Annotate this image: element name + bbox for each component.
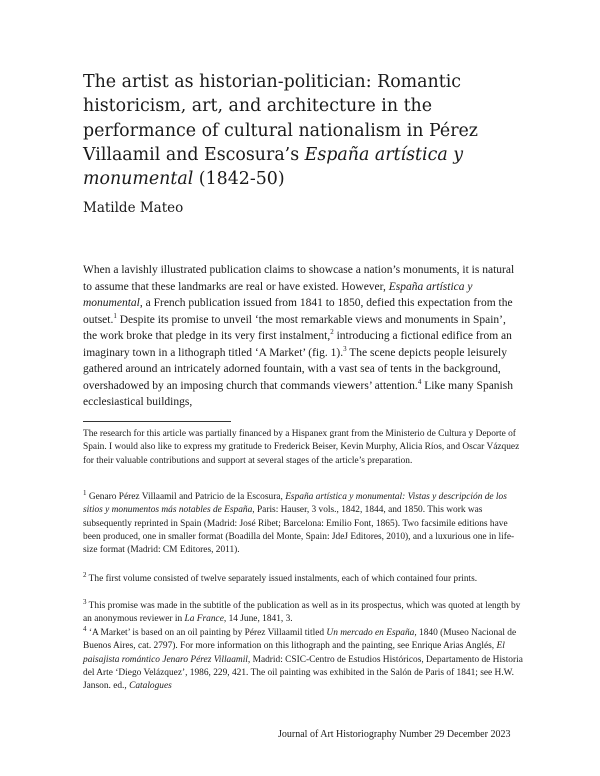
body-text-a: When a lavishly illustrated publication claims to showcase a nation’s monuments, it is natural to assume that these landmarks are real or have existed. However, bbox=[83, 264, 515, 293]
author-name: Matilde Mateo bbox=[83, 200, 184, 216]
body-text-c: Despite its promise to unveil ‘the most remarkable views and monuments in Spain’, the work broke that pledge in its very first instalment, bbox=[83, 313, 506, 342]
fn4-text-b: 1840 (Museo Nacional de Buenos Aires, cat. 2797). For more information on this lithograph and the painting, see Enrique Arias Anglés, bbox=[83, 628, 517, 652]
journal-footer: Journal of Art Historiography Number 29 December 2023 bbox=[278, 729, 511, 740]
footnote-ref-3[interactable]: 3 bbox=[343, 344, 347, 353]
footnote-2-number: 2 bbox=[83, 570, 87, 579]
fn1-text-b: , Paris: Hauser, 3 vols., 1842, 1844, and 1850. This work was subsequently reprinted in Spain (Madrid: José Ribet; Barcelona: Emilio Font, 1865). Two facsimile editions have been produced, one in smaller format (Boadilla del Monte, Spain: JdeJ Editores, 2010), and a luxurious one in life-size format (Madrid: CM Editores, 2011). bbox=[83, 505, 515, 556]
footnote-4-number: 4 bbox=[83, 624, 87, 633]
acknowledgement-note: The research for this article was partially financed by a Hispanex grant from the Ministerio de Cultura y Deporte of Spain. I would also like to express my gratitude to Frederick Beiser, Kevin Murphy, Alicia Ríos, and Oscar Vázquez for their valuable contributions and support at several stages of the article’s preparation. bbox=[83, 429, 520, 466]
fn3-italic: La France bbox=[184, 614, 224, 625]
fn1-italic: España artística y monumental: Vistas y descripción de los sitios y monumentos más notables de España bbox=[83, 492, 507, 516]
footnote-ref-2[interactable]: 2 bbox=[330, 328, 334, 337]
fn1-text-a: Genaro Pérez Villaamil and Patricio de la Escosura, bbox=[86, 492, 286, 502]
footnote-1 bbox=[83, 488, 523, 557]
fn4-italic-3: Catalogues bbox=[129, 681, 172, 692]
fn4-italic-2: El paisajista romántico Jenaro Pérez Villaamil bbox=[83, 641, 505, 665]
footnote-1-number: 1 bbox=[83, 488, 87, 497]
footnote-2 bbox=[83, 570, 523, 586]
footnote-ref-4[interactable]: 4 bbox=[417, 377, 422, 386]
title-tail-text: (1842-50) bbox=[193, 169, 285, 190]
body-text-b: , a French publication issued from 1841 to 1850, defied this expectation from the outset. bbox=[83, 297, 513, 326]
fn4-italic-1: Un mercado en España, bbox=[326, 628, 417, 638]
footnote-divider bbox=[83, 421, 231, 422]
footnote-ref-1[interactable]: 1 bbox=[113, 311, 117, 320]
footnote-3-number: 3 bbox=[83, 597, 87, 606]
fn3-text-a: This promise was made in the subtitle of the publication as well as in its prospectus, which was quoted at length by an anonymous reviewer in bbox=[83, 601, 521, 625]
footnote-4 bbox=[83, 624, 523, 693]
fn4-text-a: ‘A Market’ is based on an oil painting by Pérez Villaamil titled bbox=[86, 628, 327, 638]
fn4-text-c: , Madrid: CSIC-Centro de Estudios Históricos, Departamento de Historia del Arte ‘Diego Velázquez’, 1986, 229, 421. The oil painting was exhibited in the Salón de Paris of 1841; see H.W. Janson. ed., bbox=[83, 654, 523, 692]
fn3-text-b: , 14 June, 1841, 3. bbox=[223, 614, 293, 625]
body-italic-title: España artística y monumental bbox=[83, 280, 473, 309]
title-italic-text: España artística y monumental bbox=[83, 144, 464, 190]
article-title bbox=[83, 70, 533, 191]
footnote-3 bbox=[83, 597, 523, 627]
title-text: The artist as historian-politician: Romantic historicism, art, and architecture in the performance of cultural nationalism in Pérez Villaamil and Escosura’s bbox=[83, 72, 478, 165]
body-text-e: The scene depicts people leisurely gathered around an intricately adorned fountain, with a vast sea of tents in the background, overshadowed by an imposing church that commands viewers’ attention. bbox=[83, 346, 507, 392]
body-text-f: Like many Spanish ecclesiastical buildings, bbox=[83, 379, 513, 408]
body-text-d: introducing a fictional edifice from an imaginary town in a lithograph titled ‘A Market’ (fig. 1). bbox=[83, 330, 512, 359]
body-paragraph bbox=[83, 262, 520, 411]
fn2-text: The first volume consisted of twelve separately issued instalments, each of which contained four prints. bbox=[86, 574, 478, 584]
